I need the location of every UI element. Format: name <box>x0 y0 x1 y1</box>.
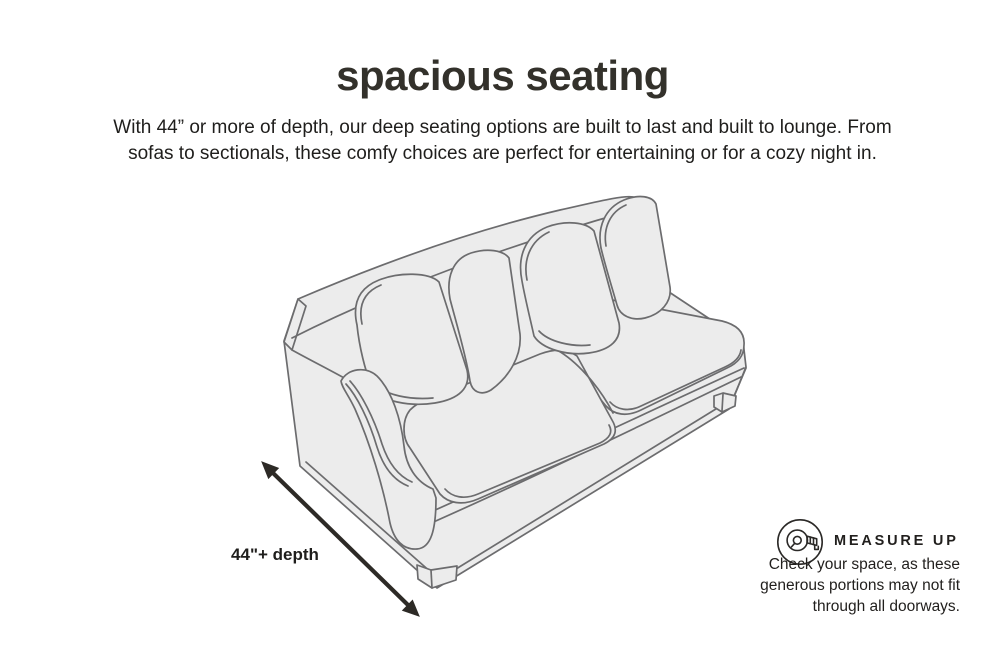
page-title: spacious seating <box>336 52 669 99</box>
depth-dimension-label: 44"+ depth <box>231 545 319 564</box>
sofa-foot-front-edge <box>431 570 432 588</box>
measure-note-line-1: Check your space, as these <box>768 556 960 573</box>
measure-note-line-2: generous portions may not fit <box>760 577 960 594</box>
measure-note-line-3: through all doorways. <box>812 598 960 615</box>
measure-up-heading: MEASURE UP <box>834 533 959 549</box>
sofa-foot-front <box>417 565 457 588</box>
sofa-foot-right-edge <box>722 394 723 411</box>
intro-line-1: With 44” or more of depth, our deep seating options are built to last and built to lounge. From <box>113 117 892 138</box>
intro-line-2: sofas to sectionals, these comfy choices are perfect for entertaining or for a cozy night in. <box>128 143 877 164</box>
measure-up-note <box>710 554 960 617</box>
sofa-foot-right <box>714 393 736 412</box>
